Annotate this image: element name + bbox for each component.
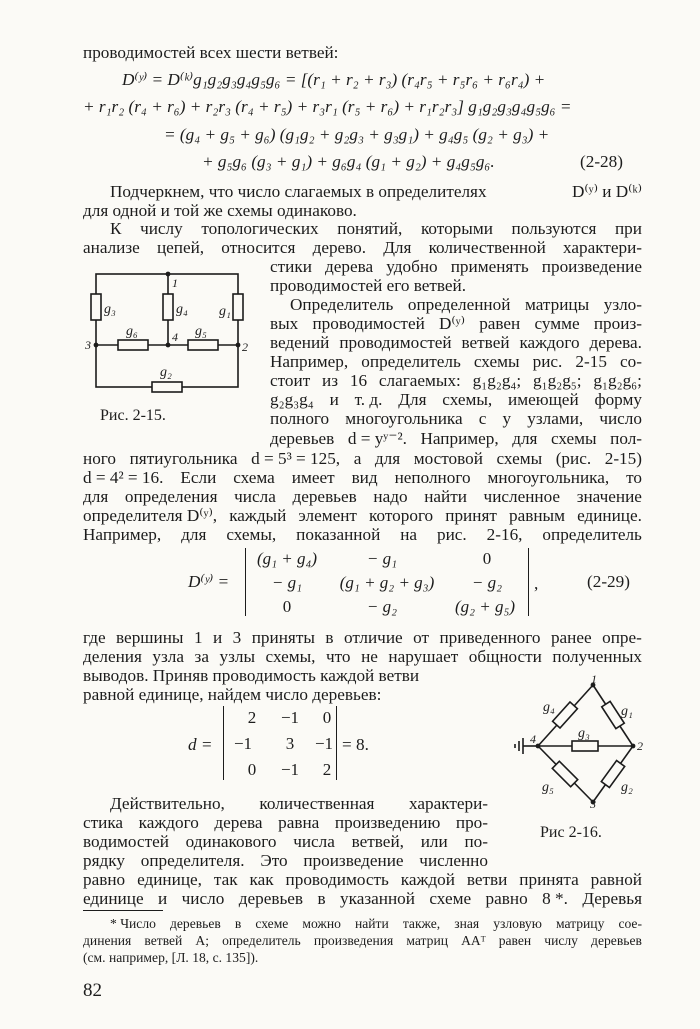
text-line <box>83 869 642 890</box>
node-3: 3 <box>85 338 91 352</box>
word: одинакового <box>185 832 277 851</box>
word: g₂g₃g₄ <box>270 390 314 409</box>
equation-line: + r₁r₂ (r₄ + r₆) + r₂r₃ (r₄ + r₅) + r₃r₁ (r₅ + r₆) + r₁r₂r₃] g₁g₂g₃g₄g₅g₆ = <box>83 97 572 116</box>
word: дерева. <box>589 333 642 352</box>
word: или <box>420 832 448 851</box>
label-g1: g₁ <box>621 704 633 719</box>
word: произведению <box>334 813 441 832</box>
equation-number: (2-28) <box>580 152 623 171</box>
equation-line: D⁽ʸ⁾ = D⁽ᵏ⁾g₁g₂g₃g₄g₅g₆ = [(r₁ + r₂ + r₃) (r₄r₅ + r₅r₆ + r₆r₄) + <box>122 70 546 89</box>
word: числу <box>544 933 578 948</box>
word: количественная <box>259 794 375 813</box>
word: произведение <box>541 257 642 276</box>
label-g3: g₃ <box>104 302 116 317</box>
label-g5: g₅ <box>195 324 207 339</box>
word: имеющей <box>508 390 579 409</box>
word: Например, <box>420 429 499 448</box>
text-line <box>270 351 642 372</box>
word: схемы, <box>226 525 277 544</box>
word: ранее <box>550 628 592 647</box>
label-g4: g₄ <box>543 700 555 715</box>
word: произведения <box>313 933 394 948</box>
word: узла <box>152 647 185 666</box>
word: дерева <box>325 257 374 276</box>
word: определителя. <box>140 851 245 870</box>
word: также, <box>402 916 441 931</box>
word: равно <box>485 889 528 908</box>
node-2: 2 <box>637 739 643 753</box>
equation-rhs: = 8. <box>342 735 369 754</box>
text-line <box>110 181 642 202</box>
text-line <box>83 812 488 833</box>
text-line: проводимостей его ветвей. <box>270 276 467 295</box>
word: g₁g₂g₄; <box>472 371 522 390</box>
matrix-cell: (g₁ + g₄) <box>256 549 318 568</box>
equation-lhs: d = <box>188 735 213 754</box>
word: матрицу <box>555 916 605 931</box>
resistor-g3 <box>91 294 101 320</box>
word: ведений <box>270 333 330 352</box>
word: мостовой <box>413 449 483 468</box>
matrix-cell: 0 <box>322 708 332 727</box>
text-line <box>270 389 642 410</box>
resistor-g4 <box>163 294 173 320</box>
word: многоугольника <box>345 409 463 428</box>
word: * Число <box>110 916 156 931</box>
word: D⁽ʸ⁾ <box>439 314 465 333</box>
matrix-cell: 0 <box>282 597 292 616</box>
resistor-g2 <box>152 382 182 392</box>
word: 2-16, <box>486 525 523 544</box>
word: ветви <box>466 870 508 889</box>
word: равно <box>83 870 126 889</box>
text-line <box>270 256 642 277</box>
word: AAᵀ <box>461 933 486 948</box>
word: которыми <box>420 219 493 238</box>
word: можно <box>302 916 341 931</box>
word: произ- <box>593 314 642 333</box>
word: схеме <box>429 889 472 908</box>
word: сое- <box>618 916 642 931</box>
word: Действительно, <box>110 794 225 813</box>
word: Определитель <box>290 295 394 314</box>
word: деления <box>83 647 142 666</box>
word: общности <box>468 647 542 666</box>
text-line <box>83 467 642 488</box>
word: рядку <box>83 851 125 870</box>
text-line <box>270 370 642 391</box>
word: приняты <box>251 628 315 647</box>
word: не <box>361 647 378 666</box>
word: g₁g₂g₅; <box>533 371 582 390</box>
word: цепей, <box>156 238 205 257</box>
equation-lhs: D⁽ʸ⁾ = <box>188 572 230 591</box>
word: схемы, <box>265 647 316 666</box>
matrix-cell: 2 <box>322 760 332 779</box>
word: многоугольника, <box>487 468 610 487</box>
word: для <box>181 525 207 544</box>
word: слагаемых: <box>378 371 461 390</box>
word: деревьев <box>169 916 221 931</box>
word: отличие <box>343 628 403 647</box>
word: каждой <box>400 870 455 889</box>
word: узлы <box>219 647 256 666</box>
word: зная <box>454 916 480 931</box>
word: рис. <box>532 352 563 371</box>
figure-caption: Рис. 2-15. <box>100 407 166 424</box>
word: вых <box>270 314 299 333</box>
figure-2-16 <box>505 675 660 810</box>
footnote-rule <box>83 910 163 911</box>
word: числу <box>140 219 183 238</box>
word: схемы <box>550 429 597 448</box>
word: дерева <box>214 813 263 832</box>
word: полного <box>270 409 330 428</box>
word: топологических <box>201 219 319 238</box>
word: пол- <box>610 429 642 448</box>
figure-caption: Рис 2-16. <box>540 824 602 841</box>
word: проводимость <box>285 870 389 889</box>
matrix-cell: − g₂ <box>471 573 503 592</box>
text-line <box>270 408 642 429</box>
word: 16 <box>349 371 368 390</box>
word: деревьев <box>292 487 357 506</box>
word: 3 <box>232 628 242 647</box>
word: число <box>599 409 642 428</box>
word: численное <box>483 487 561 506</box>
word: К <box>110 219 122 238</box>
resistor-g6 <box>118 340 148 350</box>
word: от <box>413 628 430 647</box>
word: деревьев <box>591 933 642 948</box>
word: схемы <box>496 449 543 468</box>
equation-line: = (g₄ + g₅ + g₆) (g₁g₂ + g₂g₃ + g₃g₁) + g₄g₅ (g₂ + g₃) + <box>164 125 550 144</box>
word: Деревья <box>582 889 642 908</box>
node-1: 1 <box>172 276 178 290</box>
word: Для <box>398 390 427 409</box>
label-g4: g₄ <box>176 302 188 317</box>
word: узловую <box>493 916 542 931</box>
text-line <box>290 294 642 315</box>
word: произведение <box>303 851 404 870</box>
matrix-cell: 0 <box>482 549 492 568</box>
word: стоит <box>270 371 311 390</box>
word: равна <box>278 813 320 832</box>
word: D⁽ʸ⁾ и D⁽ᵏ⁾ <box>571 182 642 201</box>
label-g1: g₁ <box>219 304 231 319</box>
matrix-cell: (g₂ + g₅) <box>454 597 516 616</box>
text-line <box>83 831 488 852</box>
word: численно <box>419 851 488 870</box>
word: найти <box>354 916 389 931</box>
determinant-bar-left <box>223 706 224 780</box>
word: равной <box>590 870 642 889</box>
footnote-line <box>83 932 642 949</box>
text-line <box>270 428 642 449</box>
text-line <box>83 505 642 526</box>
word: 2-15) <box>604 449 642 468</box>
label-g2: g₂ <box>160 365 172 380</box>
word: что <box>326 647 351 666</box>
word: приведенного <box>439 628 541 647</box>
text-line <box>83 237 642 258</box>
equation-number: (2-29) <box>587 572 630 591</box>
text-line <box>83 486 642 507</box>
label-g3: g₃ <box>578 726 590 741</box>
word: со- <box>620 352 642 371</box>
node-2: 2 <box>242 340 248 354</box>
word: Например, <box>83 525 162 544</box>
matrix-cell: −1 <box>233 734 253 753</box>
word: и <box>213 628 223 647</box>
word: принята <box>519 870 579 889</box>
word: схемы, <box>442 390 493 409</box>
word: неполного <box>394 468 471 487</box>
word: вид <box>351 468 378 487</box>
resistor-g1 <box>233 294 243 320</box>
label-g5: g₅ <box>542 780 554 795</box>
resistor-g5 <box>552 761 577 786</box>
figure-2-15 <box>80 265 255 400</box>
word: каждый <box>229 506 287 525</box>
text-line <box>270 332 642 353</box>
word: Для <box>383 238 412 257</box>
word: единице. <box>577 506 642 525</box>
resistor-g5 <box>188 340 218 350</box>
word: d = 5³ = 125, <box>251 449 341 468</box>
word: пятиугольника <box>129 449 238 468</box>
matrix-cell: − g₂ <box>366 597 398 616</box>
text-line <box>83 646 642 667</box>
word: про- <box>455 813 488 832</box>
text-line <box>270 313 642 334</box>
word: в <box>234 916 242 931</box>
determinant-bar-right <box>528 548 529 616</box>
word: Подчеркнем, что число слагаемых в определителях <box>110 182 487 201</box>
word: y <box>502 409 512 428</box>
node-4: 4 <box>530 732 536 746</box>
resistor-g4 <box>553 702 578 728</box>
word: относится <box>221 238 296 257</box>
matrix-cell: −1 <box>280 760 300 779</box>
word: элемент <box>298 506 357 525</box>
footnote-line: (см. например, [Л. 18, с. 135]). <box>83 950 259 965</box>
word: единице, <box>137 870 202 889</box>
word: определитель <box>361 352 461 371</box>
word: ветвей, <box>351 832 404 851</box>
word: показанной <box>296 525 381 544</box>
word: узло- <box>603 295 642 314</box>
text-line <box>83 888 642 909</box>
resistor-g3 <box>572 741 598 751</box>
page-number: 82 <box>83 980 102 1001</box>
text-line: проводимостей всех шести ветвей: <box>83 43 339 62</box>
word: числа <box>234 487 276 506</box>
word: g₁g₂g₆; <box>593 371 642 390</box>
word: 8 *. <box>542 889 568 908</box>
word: за <box>194 647 209 666</box>
word: определитель <box>542 525 642 544</box>
word: и <box>158 889 168 908</box>
word: деревьев <box>238 889 304 908</box>
word: из <box>322 371 339 390</box>
word: с <box>478 409 487 428</box>
word: при <box>614 219 642 238</box>
word: имеет <box>291 468 335 487</box>
node-3: 3 <box>590 797 596 810</box>
word: A; <box>195 933 209 948</box>
word: в <box>325 628 334 647</box>
word: для <box>374 449 401 468</box>
word: Если <box>180 468 217 487</box>
text-line <box>110 218 642 239</box>
matrix-cell: −1 <box>314 734 334 753</box>
node-4: 4 <box>172 330 178 344</box>
word: где <box>83 628 106 647</box>
word: значение <box>576 487 642 506</box>
word: d = yʸ⁻². <box>347 429 407 448</box>
matrix-cell: (g₁ + g₂ + g₃) <box>339 573 435 592</box>
word: дерево. <box>312 238 367 257</box>
text-line <box>83 850 488 871</box>
word: стики <box>270 257 312 276</box>
word: деревьев <box>270 429 335 448</box>
word: (рис. <box>555 449 592 468</box>
node-1: 1 <box>591 675 597 686</box>
word: вершины <box>116 628 184 647</box>
word: определителя D⁽ʸ⁾, <box>83 506 218 525</box>
word: равен <box>498 933 532 948</box>
word: применять <box>450 257 529 276</box>
word: каждого <box>519 333 580 352</box>
word: характери- <box>563 238 642 257</box>
word: 1 <box>193 628 203 647</box>
word: число <box>181 889 225 908</box>
word: т. д. <box>354 390 383 409</box>
word: рис. <box>437 525 467 544</box>
word: схема <box>233 468 275 487</box>
word: по- <box>464 832 488 851</box>
equation-line: + g₅g₆ (g₃ + g₁) + g₆g₄ (g₁ + g₂) + g₄g₅g₆. <box>202 152 495 171</box>
word: стика <box>83 813 124 832</box>
word: узлами, <box>527 409 584 428</box>
text-line: равной единице, найдем число деревьев: <box>83 685 382 704</box>
word: как <box>249 870 274 889</box>
text-line <box>110 793 488 814</box>
word: ветвей <box>461 333 510 352</box>
word: указанной <box>340 889 415 908</box>
determinant-bar-left <box>245 548 246 616</box>
matrix-cell: − g₁ <box>366 549 398 568</box>
word: определитель <box>222 933 301 948</box>
matrix-cell: −1 <box>280 708 300 727</box>
text-line: для одной и той же схемы одинаково. <box>83 201 357 220</box>
word: то <box>626 468 642 487</box>
word: полученных <box>552 647 642 666</box>
matrix-cell: 3 <box>285 734 295 753</box>
text-line <box>83 448 642 469</box>
word: сумме <box>534 314 580 333</box>
word: определенной <box>407 295 511 314</box>
word: для <box>512 429 538 448</box>
word: проводимостей <box>312 314 425 333</box>
word: принят <box>445 506 497 525</box>
label-g6: g₆ <box>126 324 138 339</box>
word: схеме <box>255 916 289 931</box>
matrix-cell: − g₁ <box>271 573 303 592</box>
word: найти <box>424 487 467 506</box>
word: равен <box>479 314 521 333</box>
word: 2-15 <box>575 352 607 371</box>
word: количественной <box>428 238 546 257</box>
word: числа <box>293 832 335 851</box>
matrix-cell: 0 <box>247 760 257 779</box>
text-line: выводов. Приняв проводимость каждой ветви <box>83 666 420 685</box>
word: схемы <box>473 352 520 371</box>
word: матрицы <box>524 295 590 314</box>
word: определения <box>124 487 218 506</box>
matrix-cell: 2 <box>247 708 257 727</box>
word: характери- <box>409 794 488 813</box>
word: опре- <box>602 628 642 647</box>
word: динения <box>83 933 132 948</box>
word: надо <box>373 487 408 506</box>
text-line <box>83 627 642 648</box>
word: удобно <box>386 257 438 276</box>
word: пользуются <box>511 219 597 238</box>
word: ветвей <box>144 933 183 948</box>
word: ного <box>83 449 117 468</box>
word: равным <box>508 506 565 525</box>
determinant-bar-right <box>336 706 337 780</box>
word: понятий, <box>337 219 403 238</box>
word: а <box>353 449 362 468</box>
word: d = 4² = 16. <box>83 468 164 487</box>
footnote-line <box>110 915 642 932</box>
equation-comma: , <box>534 574 539 593</box>
word: каждого <box>138 813 199 832</box>
word: которого <box>369 506 434 525</box>
word: на <box>400 525 418 544</box>
word: матриц <box>406 933 449 948</box>
word: Например, <box>270 352 349 371</box>
word: водимостей <box>83 832 169 851</box>
word: Это <box>260 851 288 870</box>
word: в <box>317 889 326 908</box>
label-g2: g₂ <box>621 780 633 795</box>
word: так <box>213 870 238 889</box>
text-line <box>83 524 642 545</box>
word: форму <box>594 390 642 409</box>
word: нарушает <box>388 647 459 666</box>
word: для <box>83 487 109 506</box>
word: проводимостей <box>339 333 452 352</box>
word: единице <box>83 889 144 908</box>
word: и <box>329 390 339 409</box>
word: анализе <box>83 238 140 257</box>
